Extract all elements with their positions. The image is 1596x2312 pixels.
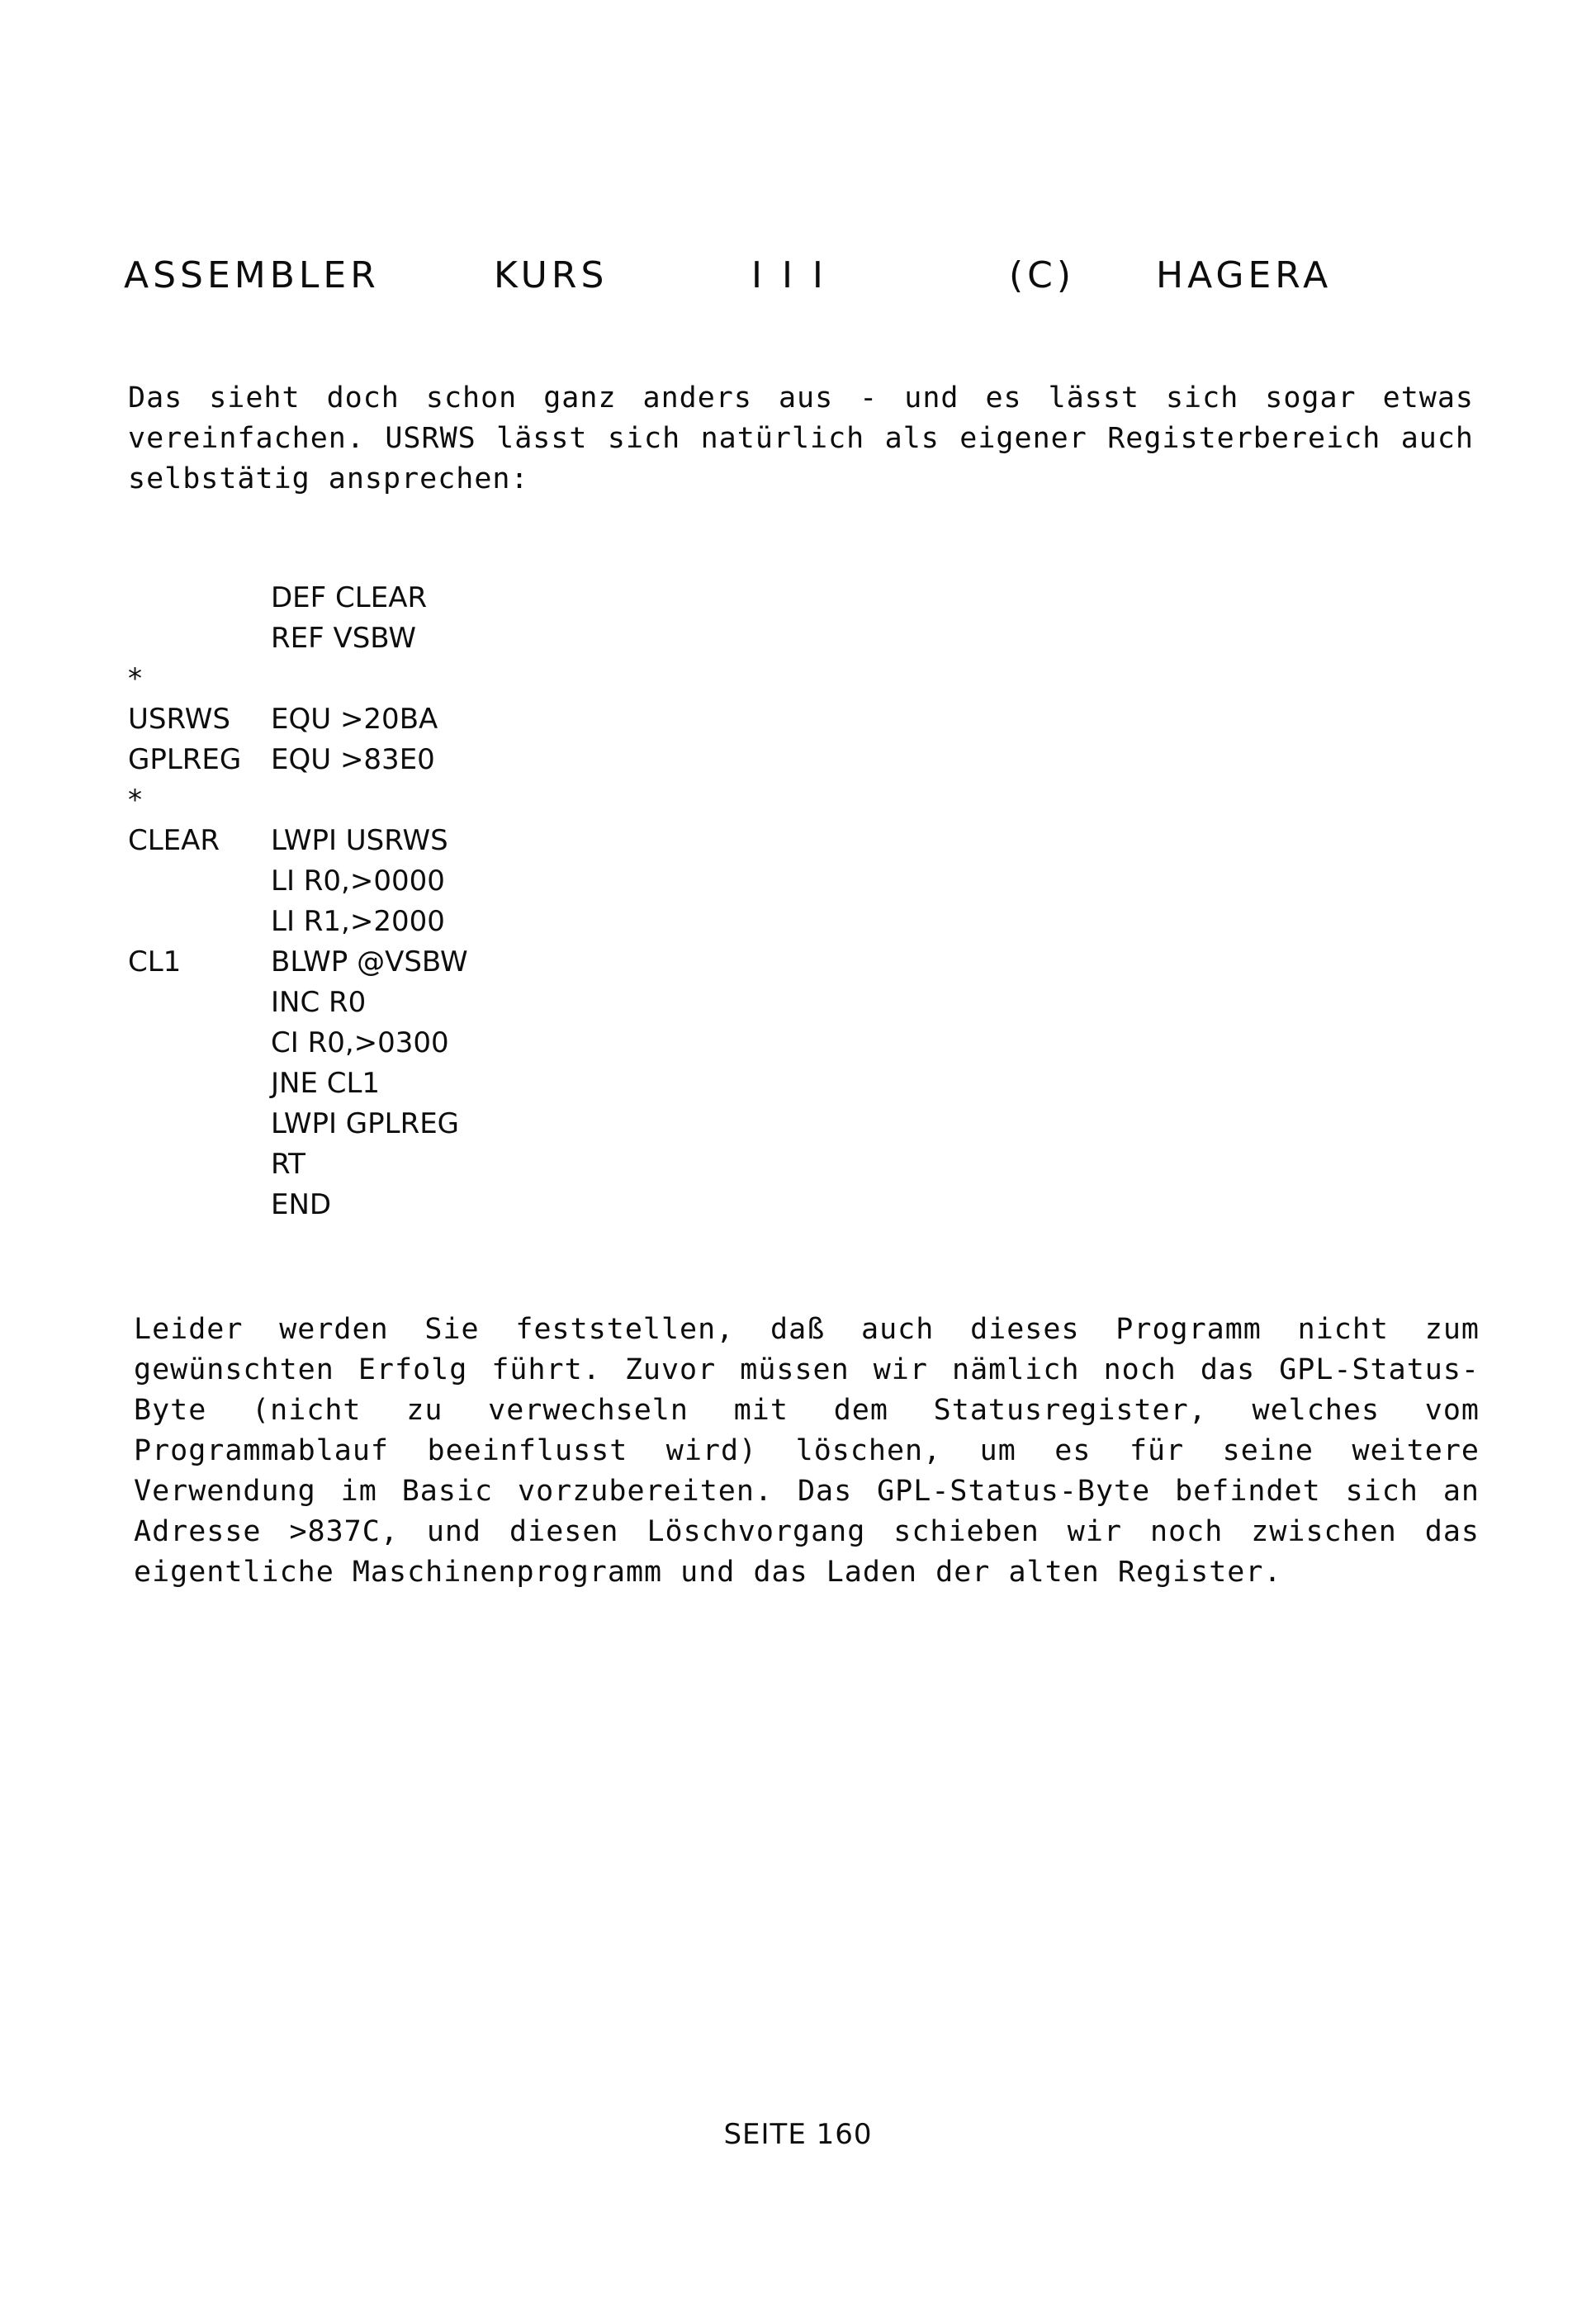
code-instruction: LI R1,>2000	[271, 905, 445, 938]
page-number: SEITE 160	[723, 2118, 873, 2151]
code-label: CLEAR	[128, 824, 220, 857]
code-instruction: CI R0,>0300	[271, 1026, 449, 1059]
code-label: USRWS	[128, 703, 230, 736]
header-author: HAGERA	[1156, 254, 1333, 296]
code-instruction: END	[271, 1188, 332, 1221]
code-instruction: LWPI GPLREG	[271, 1107, 460, 1140]
code-instruction: REF VSBW	[271, 622, 417, 655]
page-header	[124, 254, 1412, 304]
body-paragraph: Leider werden Sie feststellen, daß auch dieses Programm nicht zum gewünschten Erfolg führt. Zuvor müssen wir nämlich noch das GPL-Status-Byte (nicht zu verwechseln mit dem Statusregister, welches vom Programmablauf beeinflusst wird) löschen, um es für seine weitere Verwendung im Basic vorzubereiten. Das GPL-Status-Byte befindet sich an Adresse >837C, und diesen Löschvorgang schieben wir noch zwischen das eigentliche Maschinenprogramm und das Laden der alten Register.	[134, 1313, 1480, 1589]
header-copyright: (C)	[1009, 254, 1076, 296]
code-instruction: EQU >83E0	[271, 743, 435, 776]
code-instruction: DEF CLEAR	[271, 581, 428, 614]
code-label: GPLREG	[128, 743, 242, 776]
code-instruction: BLWP @VSBW	[271, 945, 468, 978]
code-instruction: INC R0	[271, 986, 367, 1019]
intro-paragraph: Das sieht doch schon ganz anders aus - und es lässt sich sogar etwas vereinfachen. USRWS lässt sich natürlich als eigener Registerbereich auch selbstätig ansprechen:	[128, 381, 1474, 495]
code-instruction: LI R0,>0000	[271, 865, 445, 898]
code-instruction: RT	[271, 1148, 305, 1181]
code-instruction: EQU >20BA	[271, 703, 438, 736]
code-instruction: JNE CL1	[271, 1067, 381, 1100]
code-label: *	[128, 662, 142, 695]
code-label: *	[128, 784, 142, 817]
code-instruction: LWPI USRWS	[271, 824, 448, 857]
code-label: CL1	[128, 945, 182, 978]
header-part-number: I I I	[751, 254, 827, 296]
header-kurs: KURS	[494, 254, 609, 296]
header-title: ASSEMBLER	[124, 254, 380, 296]
